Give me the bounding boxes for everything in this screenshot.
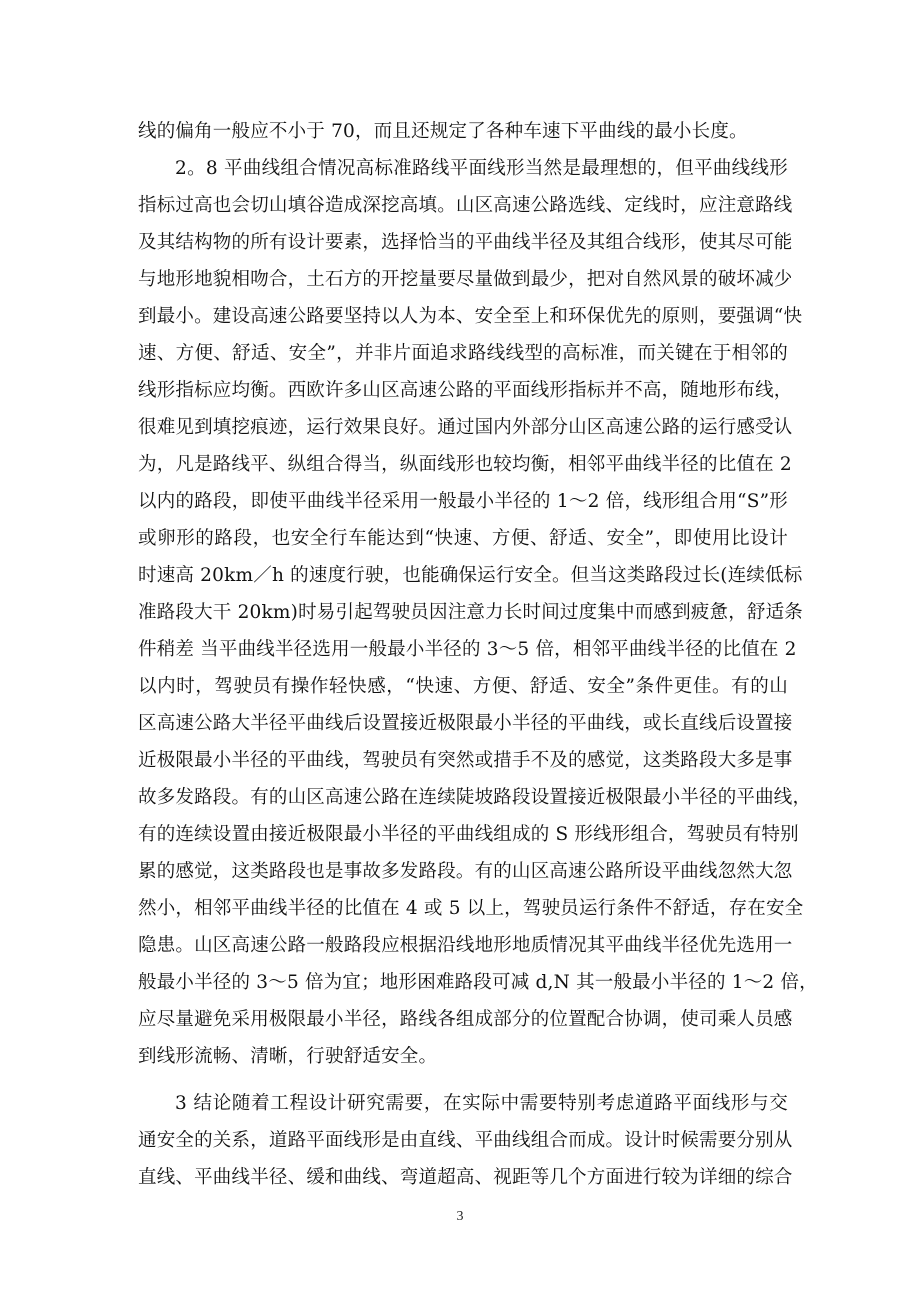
text-line: 通安全的关系，道路平面线形是由直线、平曲线组合而成。设计时候需要分别从 [138, 1130, 793, 1151]
text-line: 然小，相邻平曲线半径的比值在 4 或 5 以上，驾驶员运行条件不舒适，存在安全 [138, 898, 804, 919]
body-text [138, 113, 818, 1196]
text-line: 线的偏角一般应不小于 70，而且还规定了各种车速下平曲线的最小长度。 [138, 121, 748, 142]
text-line: 或卵形的路段，也安全行车能达到“快速、方便、舒适、安全”，即使用比设计 [138, 528, 788, 549]
text-line: 近极限最小半径的平曲线，驾驶员有突然或措手不及的感觉，这类路段大多是事 [138, 750, 793, 771]
paragraph-continued [138, 113, 788, 150]
page-number: 3 [456, 1209, 464, 1224]
text-line: 有的连续设置由接近极限最小半径的平曲线组成的 S 形线形组合，驾驶员有特别 [138, 824, 799, 845]
paragraph-gap [138, 1075, 788, 1085]
text-line: 以内的路段，即使平曲线半径采用一般最小半径的 1～2 倍，线形组合用“S”形 [138, 491, 788, 512]
text-line: 区高速公路大半径平曲线后设置接近极限最小半径的平曲线，或长直线后设置接 [138, 713, 793, 734]
text-line: 故多发路段。有的山区高速公路在连续陡坡路段设置接近极限最小半径的平曲线， [138, 787, 812, 808]
text-line: 及其结构物的所有设计要素，选择恰当的平曲线半径及其组合线形，使其尽可能 [138, 232, 793, 253]
text-line: 到最小。建设高速公路要坚持以人为本、安全至上和环保优先的原则，要强调“快 [138, 306, 803, 327]
text-line: 以内时，驾驶员有操作轻快感，“快速、方便、舒适、安全”条件更佳。有的山 [138, 676, 788, 697]
text-line: 2。8 平曲线组合情况高标准路线平面线形当然是最理想的，但平曲线线形 [175, 158, 788, 179]
text-line: 时速高 20km／h 的速度行驶，也能确保运行安全。但当这类路段过长(连续低标 [138, 565, 803, 586]
text-line: 与地形地貌相吻合，土石方的开挖量要尽量做到最少，把对自然风景的破坏减少 [138, 269, 793, 290]
text-line: 累的感觉，这类路段也是事故多发路段。有的山区高速公路所设平曲线忽然大忽 [138, 861, 793, 882]
paragraph-section-3 [138, 1085, 793, 1196]
text-line: 线形指标应均衡。西欧许多山区高速公路的平面线形指标并不高，随地形布线， [138, 380, 793, 401]
text-line: 件稍差 当平曲线半径选用一般最小半径的 3～5 倍，相邻平曲线半径的比值在 2 [138, 639, 797, 660]
text-line: 到线形流畅、清晰，行驶舒适安全。 [138, 1046, 438, 1067]
text-line: 指标过高也会切山填谷造成深挖高填。山区高速公路选线、定线时，应注意路线 [138, 195, 793, 216]
text-line: 为，凡是路线平、纵组合得当，纵面线形也较均衡，相邻平曲线半径的比值在 2 [138, 454, 792, 475]
text-line: 般最小半径的 3～5 倍为宜；地形困难路段可减 d,N 其一般最小半径的 1～2 倍， [138, 972, 818, 993]
text-line: 直线、平曲线半径、缓和曲线、弯道超高、视距等几个方面进行较为详细的综合 [138, 1167, 793, 1188]
text-line: 隐患。山区高速公路一般路段应根据沿线地形地质情况其平曲线半径优先选用一 [138, 935, 793, 956]
paragraph-section-2-8 [138, 150, 818, 1075]
text-line: 准路段大干 20km)时易引起驾驶员因注意力长时间过度集中而感到疲惫，舒适条 [138, 602, 803, 623]
text-line: 3 结论随着工程设计研究需要，在实际中需要特别考虑道路平面线形与交 [175, 1093, 788, 1114]
text-line: 应尽量避免采用极限最小半径，路线各组成部分的位置配合协调，使司乘人员感 [138, 1009, 793, 1030]
text-line: 很难见到填挖痕迹，运行效果良好。通过国内外部分山区高速公路的运行感受认 [138, 417, 793, 438]
text-line: 速、方便、舒适、安全”，并非片面追求路线线型的高标准，而关键在于相邻的 [138, 343, 788, 364]
